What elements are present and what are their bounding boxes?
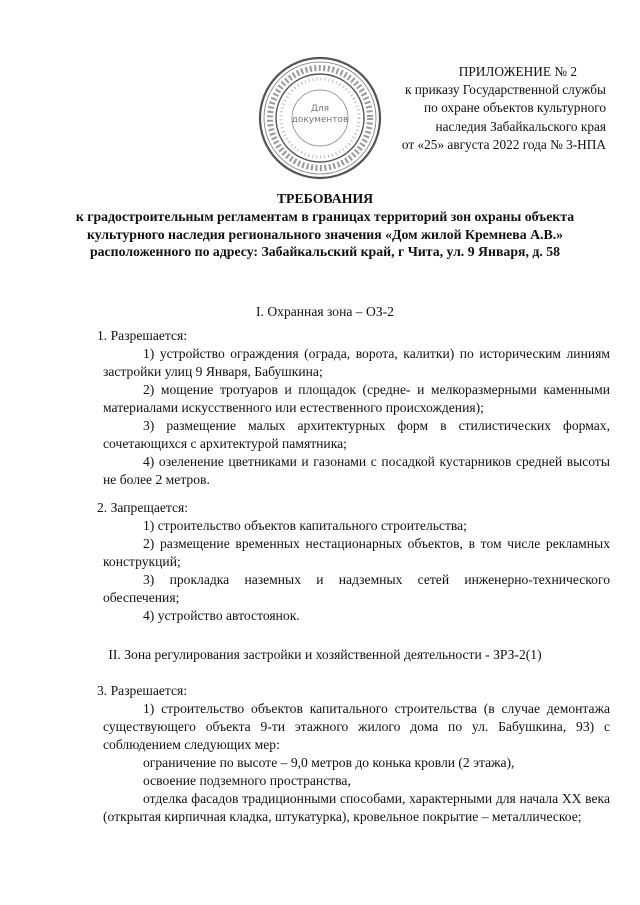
section-1-body <box>97 327 610 489</box>
allowed-item-2: 2) мощение тротуаров и площадок (средне- и мелкоразмерными каменными материалами искусственного или естественного происхождения); <box>103 382 610 415</box>
measure-2: освоение подземного пространства, <box>143 773 351 788</box>
stamp-seal <box>256 54 384 182</box>
title-subtitle: к градостроительным регламентам в границах территорий зон охраны объекта культурного наследия регионального значения «Дом жилой Кремнева А.В.» расположенного по адресу: Забайкальский край, г Чита, ул. 9 Января, д. 58 <box>75 208 575 260</box>
stamp-text <box>286 104 354 126</box>
section-1-forbidden <box>97 499 610 625</box>
section-1-heading: I. Охранная зона – ОЗ-2 <box>256 304 394 319</box>
approval-line-4: от «25» августа 2022 года № 3-НПА <box>401 136 606 152</box>
stamp-text-line-2: документов <box>291 115 349 125</box>
allowed-heading-1: 1. Разрешается: <box>97 328 188 343</box>
approval-line-2: по охране объектов культурного <box>424 100 606 116</box>
stamp-text-line-1: Для <box>310 104 330 114</box>
document-title <box>60 190 590 261</box>
approval-line-3: наследия Забайкальского края <box>435 118 606 134</box>
allowed-item-3: 3) размещение малых архитектурных форм в стилистических формах, сочетающихся с архитектурой памятника; <box>103 418 610 451</box>
section-2-body <box>97 682 610 826</box>
approval-block <box>380 63 606 154</box>
measure-1: ограничение по высоте – 9,0 метров до конька кровли (2 этажа), <box>143 755 515 770</box>
title-main: ТРЕБОВАНИЯ <box>276 191 374 206</box>
section-2-heading: II. Зона регулирования застройки и хозяйственной деятельности - ЗРЗ-2(1) <box>108 647 542 662</box>
forbidden-item-4: 4) устройство автостоянок. <box>143 608 300 623</box>
allowed-item-4: 4) озеленение цветниками и газонами с посадкой кустарников средней высоты не более 2 метров. <box>103 454 610 487</box>
forbidden-item-3: 3) прокладка наземных и надземных сетей инженерно-технического обеспечения; <box>103 572 610 605</box>
approval-line-1: к приказу Государственной службы <box>405 82 606 98</box>
appendix-heading: ПРИЛОЖЕНИЕ № 2 <box>458 64 577 79</box>
allowed-item-section2-1: 1) строительство объектов капитального строительства (в случае демонтажа существующего объекта 9-ти этажного жилого дома по ул. Бабушкина, 93) с соблюдением следующих мер: <box>103 701 610 752</box>
measure-3: отделка фасадов традиционными способами, характерными для начала XX века (открытая кирпичная кладка, штукатурка), кровельное покрытие – металлическое; <box>103 791 610 824</box>
forbidden-item-2: 2) размещение временных нестационарных объектов, в том числе рекламных конструкций; <box>103 536 610 569</box>
forbidden-heading: 2. Запрещается: <box>97 500 189 515</box>
allowed-heading-3: 3. Разрешается: <box>97 683 188 698</box>
allowed-item-1: 1) устройство ограждения (ограда, ворота, калитки) по историческим линиям застройки улиц 9 Января, Бабушкина; <box>103 346 610 379</box>
forbidden-item-1: 1) строительство объектов капитального строительства; <box>143 518 467 533</box>
